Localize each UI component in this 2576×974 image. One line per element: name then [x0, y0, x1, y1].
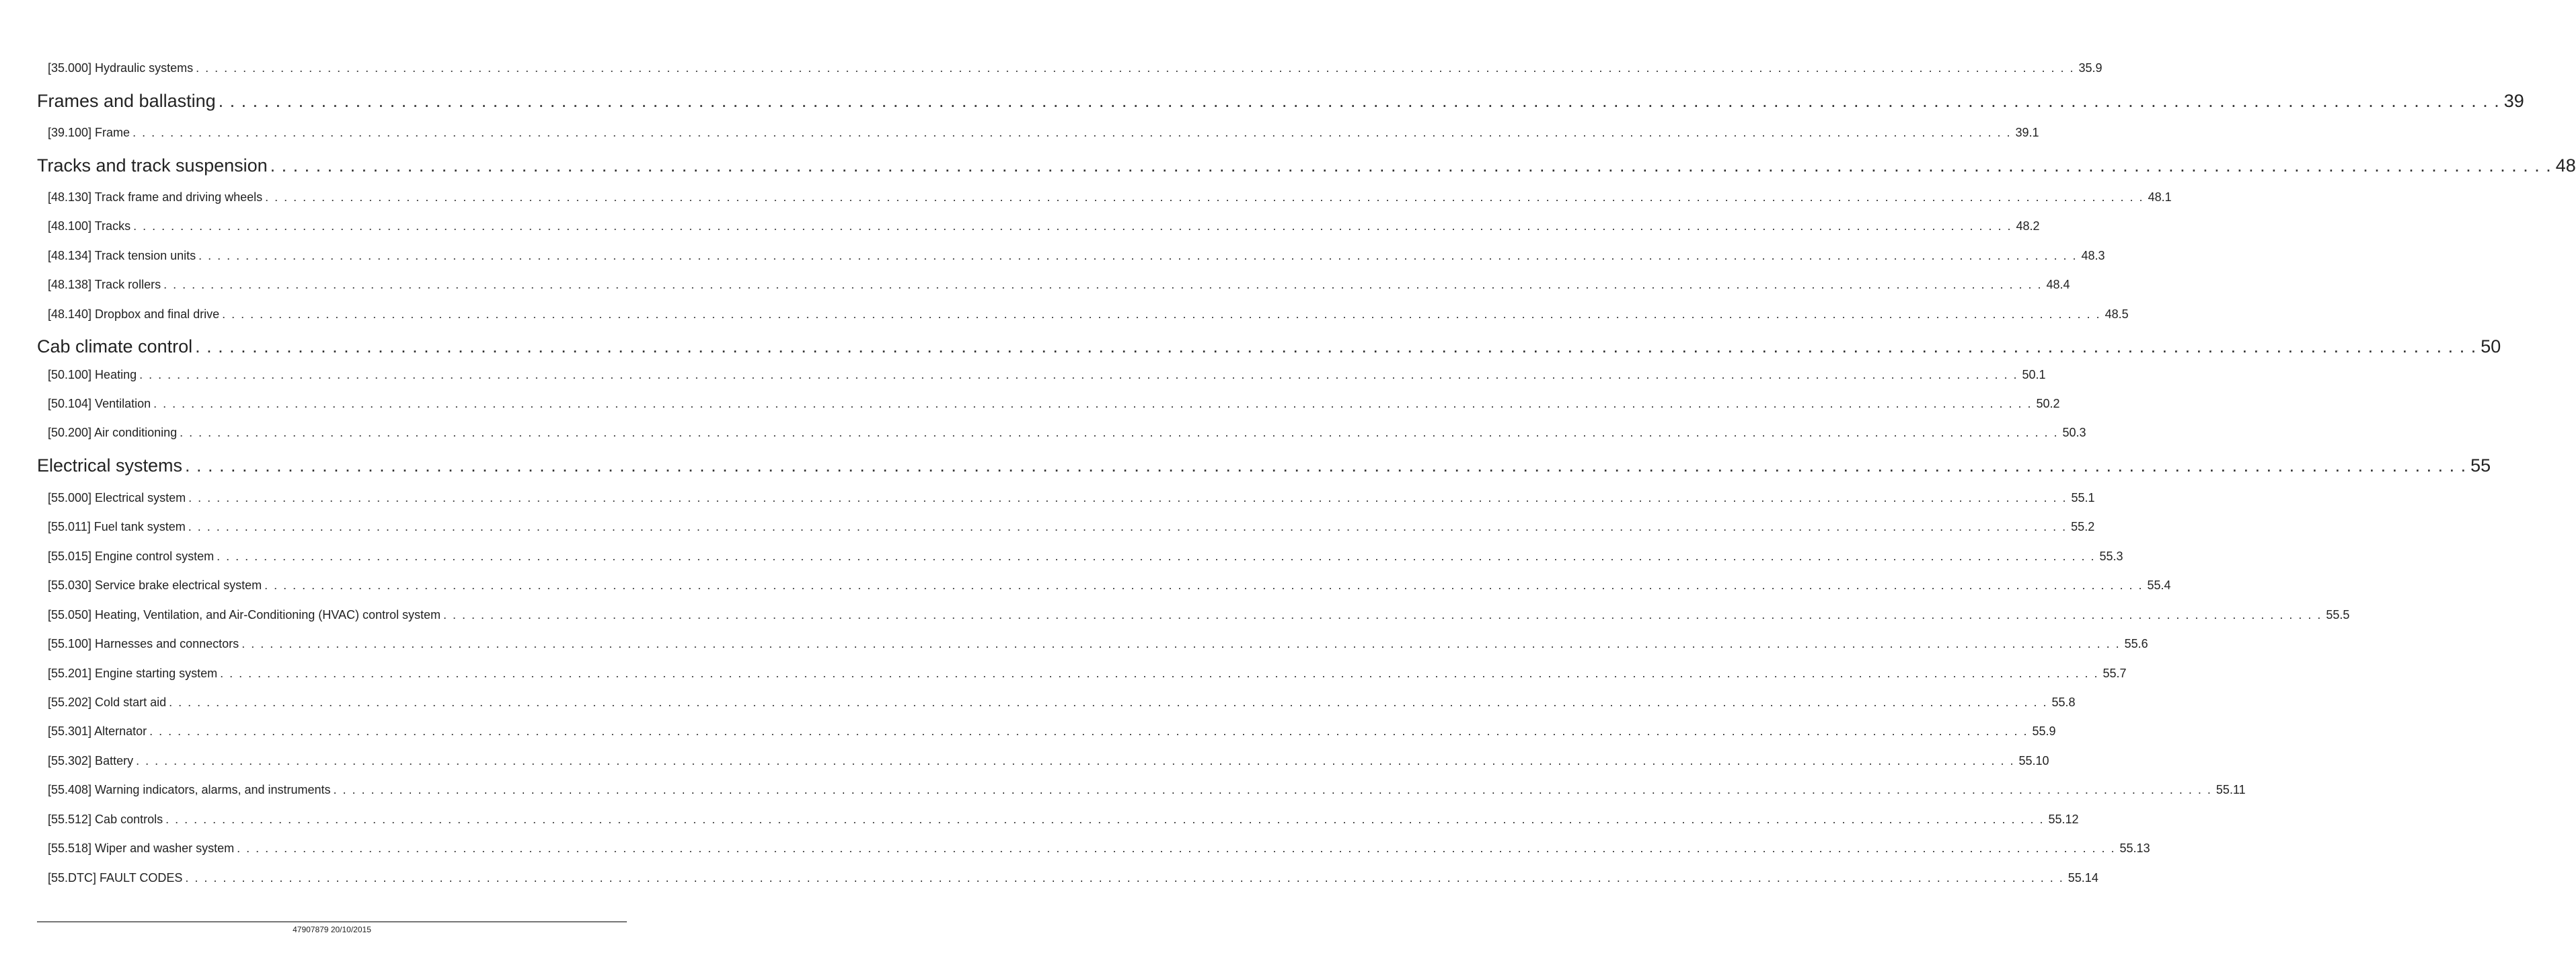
toc-entry-title: [48.100] Tracks — [48, 219, 131, 233]
dot-leader: . . . . . . . . . . . . . . . . . . . . . . . . . . . . . . . . . . . . . . . . . . . . . . . . . . . . . . . . . . . . . . . . . . . . . . . . . . . . . . . . . . . . . . . . . . . . . . . . . . . . . . . . . . . . . . . . . . . . . . . . . . . . . . . . . . . . . . . . . . . . . . . . . . . . . . . . . . . . . . . . . . . . . . . . . . . . . . . . . . . . . . . . . . . . . . . . . . . . . . . . — [217, 550, 2096, 563]
toc-section-entry[interactable] — [48, 548, 2123, 565]
toc-entry-page-number: 55.7 — [2103, 667, 2127, 680]
dot-leader: . . . . . . . . . . . . . . . . . . . . . . . . . . . . . . . . . . . . . . . . . . . . . . . . . . . . . . . . . . . . . . . . . . . . . . . . . . . . . . . . . . . . . . . . . . . . . . . . . . . . . . . . . . . . . . . . . . . . . . . . . . . . . . . . . . . . . . . . . . . . . . . . . . . . . . . . . . . . . . . . . . . . . . . . . . . . . . . . . . . . . . . . . . . . . . . . . . . . . . . . — [270, 155, 2552, 176]
toc-entry-title: [55.201] Engine starting system — [48, 667, 218, 680]
toc-entry-title: [48.134] Track tension units — [48, 249, 196, 262]
toc-section-entry[interactable] — [48, 366, 2046, 383]
toc-entry-page-number: 39.1 — [2015, 126, 2039, 139]
toc-entry-page-number: 55.12 — [2048, 813, 2079, 826]
toc-section-entry[interactable] — [48, 635, 2148, 652]
toc-entry-title: [55.100] Harnesses and connectors — [48, 637, 239, 650]
toc-entry-page-number: 50 — [2480, 336, 2501, 357]
toc-entry-page-number: 55.5 — [2326, 608, 2350, 622]
toc-section-entry[interactable] — [48, 276, 2070, 293]
toc-entry-title: [55.DTC] FAULT CODES — [48, 871, 183, 885]
toc-entry-page-number: 50.3 — [2062, 426, 2086, 439]
dot-leader: . . . . . . . . . . . . . . . . . . . . . . . . . . . . . . . . . . . . . . . . . . . . . . . . . . . . . . . . . . . . . . . . . . . . . . . . . . . . . . . . . . . . . . . . . . . . . . . . . . . . . . . . . . . . . . . . . . . . . . . . . . . . . . . . . . . . . . . . . . . . . . . . . . . . . . . . . . . . . . . . . . . . . . . . . . . . . . . . . . . . . . . . . . . . . . . . . . . . . . . . — [198, 249, 2078, 262]
toc-section-entry[interactable] — [48, 839, 2150, 857]
dot-leader: . . . . . . . . . . . . . . . . . . . . . . . . . . . . . . . . . . . . . . . . . . . . . . . . . . . . . . . . . . . . . . . . . . . . . . . . . . . . . . . . . . . . . . . . . . . . . . . . . . . . . . . . . . . . . . . . . . . . . . . . . . . . . . . . . . . . . . . . . . . . . . . . . . . . . . . . . . . . . . . . . . . . . . . . . . . . . . . . . . . . . . . . . . . . . . . . . . . . . . . . — [185, 871, 2064, 885]
dot-leader: . . . . . . . . . . . . . . . . . . . . . . . . . . . . . . . . . . . . . . . . . . . . . . . . . . . . . . . . . . . . . . . . . . . . . . . . . . . . . . . . . . . . . . . . . . . . . . . . . . . . . . . . . . . . . . . . . . . . . . . . . . . . . . . . . . . . . . . . . . . . . . . . . . . . . . . . . . . . . . . . . . . . . . . . . . . . . . . . . . . . . . . . . . . . . . . . . . . . . . . . — [195, 336, 2477, 357]
toc-entry-page-number: 55.6 — [2124, 637, 2148, 650]
dot-leader: . . . . . . . . . . . . . . . . . . . . . . . . . . . . . . . . . . . . . . . . . . . . . . . . . . . . . . . . . . . . . . . . . . . . . . . . . . . . . . . . . . . . . . . . . . . . . . . . . . . . . . . . . . . . . . . . . . . . . . . . . . . . . . . . . . . . . . . . . . . . . . . . . . . . . . . . . . . . . . . . . . . . . . . . . . . . . . . . . . . . . . . . . . . . . . . . . . . . . . . . — [220, 667, 2099, 680]
toc-entry-title: [48.140] Dropbox and final drive — [48, 307, 220, 321]
dot-leader: . . . . . . . . . . . . . . . . . . . . . . . . . . . . . . . . . . . . . . . . . . . . . . . . . . . . . . . . . . . . . . . . . . . . . . . . . . . . . . . . . . . . . . . . . . . . . . . . . . . . . . . . . . . . . . . . . . . . . . . . . . . . . . . . . . . . . . . . . . . . . . . . . . . . . . . . . . . . . . . . . . . . . . . . . . . . . . . . . . . . . . . . . . . . . . . . . . . . . . . . — [153, 397, 2033, 410]
toc-entry-title: [55.015] Engine control system — [48, 550, 215, 563]
dot-leader: . . . . . . . . . . . . . . . . . . . . . . . . . . . . . . . . . . . . . . . . . . . . . . . . . . . . . . . . . . . . . . . . . . . . . . . . . . . . . . . . . . . . . . . . . . . . . . . . . . . . . . . . . . . . . . . . . . . . . . . . . . . . . . . . . . . . . . . . . . . . . . . . . . . . . . . . . . . . . . . . . . . . . . . . . . . . . . . . . . . . . . . . . . . . . . . . . . . . . . . . — [165, 813, 2045, 826]
dot-leader: . . . . . . . . . . . . . . . . . . . . . . . . . . . . . . . . . . . . . . . . . . . . . . . . . . . . . . . . . . . . . . . . . . . . . . . . . . . . . . . . . . . . . . . . . . . . . . . . . . . . . . . . . . . . . . . . . . . . . . . . . . . . . . . . . . . . . . . . . . . . . . . . . . . . . . . . . . . . . . . . . . . . . . . . . . . . . . . . . . . . . . . . . . . . . . . . . . . . . . . . — [132, 126, 2012, 139]
dot-leader: . . . . . . . . . . . . . . . . . . . . . . . . . . . . . . . . . . . . . . . . . . . . . . . . . . . . . . . . . . . . . . . . . . . . . . . . . . . . . . . . . . . . . . . . . . . . . . . . . . . . . . . . . . . . . . . . . . . . . . . . . . . . . . . . . . . . . . . . . . . . . . . . . . . . . . . . . . . . . . . . . . . . . . . . . . . . . . . . . . . . . . . . . . . . . . . . . . . . . . . . — [139, 368, 2018, 381]
toc-section-entry[interactable] — [48, 305, 2129, 323]
toc-entry-page-number: 48.3 — [2081, 249, 2105, 262]
toc-entry-page-number: 48.1 — [2148, 190, 2172, 204]
toc-section-entry[interactable] — [48, 518, 2095, 535]
toc-section-entry[interactable] — [48, 217, 2040, 235]
toc-entry-title: Frames and ballasting — [37, 91, 216, 111]
toc-chapter-entry[interactable] — [37, 88, 2524, 114]
toc-section-entry[interactable] — [48, 124, 2039, 141]
toc-entry-title: [55.202] Cold start aid — [48, 696, 167, 709]
dot-leader: . . . . . . . . . . . . . . . . . . . . . . . . . . . . . . . . . . . . . . . . . . . . . . . . . . . . . . . . . . . . . . . . . . . . . . . . . . . . . . . . . . . . . . . . . . . . . . . . . . . . . . . . . . . . . . . . . . . . . . . . . . . . . . . . . . . . . . . . . . . . . . . . . . . . . . . . . . . . . . . . . . . . . . . . . . . . . . . . . . . . . . . . . . . . . . . . . . . . . . . . — [196, 61, 2075, 75]
toc-section-entry[interactable] — [48, 576, 2171, 594]
dot-leader: . . . . . . . . . . . . . . . . . . . . . . . . . . . . . . . . . . . . . . . . . . . . . . . . . . . . . . . . . . . . . . . . . . . . . . . . . . . . . . . . . . . . . . . . . . . . . . . . . . . . . . . . . . . . . . . . . . . . . . . . . . . . . . . . . . . . . . . . . . . . . . . . . . . . . . . . . . . . . . . . . . . . . . . . . . . . . . . . . . . . . . . . . . . . . . . . . . . . . . . . — [333, 783, 2212, 796]
toc-entry-title: [55.518] Wiper and washer system — [48, 841, 235, 855]
toc-chapter-entry[interactable] — [37, 153, 2576, 178]
toc-section-entry[interactable] — [48, 694, 2076, 711]
dot-leader: . . . . . . . . . . . . . . . . . . . . . . . . . . . . . . . . . . . . . . . . . . . . . . . . . . . . . . . . . . . . . . . . . . . . . . . . . . . . . . . . . . . . . . . . . . . . . . . . . . . . . . . . . . . . . . . . . . . . . . . . . . . . . . . . . . . . . . . . . . . . . . . . . . . . . . . . . . . . . . . . . . . . . . . . . . . . . . . . . . . . . . . . . . . . . . . . . . . . . . . . — [218, 91, 2500, 111]
dot-leader: . . . . . . . . . . . . . . . . . . . . . . . . . . . . . . . . . . . . . . . . . . . . . . . . . . . . . . . . . . . . . . . . . . . . . . . . . . . . . . . . . . . . . . . . . . . . . . . . . . . . . . . . . . . . . . . . . . . . . . . . . . . . . . . . . . . . . . . . . . . . . . . . . . . . . . . . . . . . . . . . . . . . . . . . . . . . . . . . . . . . . . . . . . . . . . . . . . . . . . . . — [163, 278, 2043, 291]
dot-leader: . . . . . . . . . . . . . . . . . . . . . . . . . . . . . . . . . . . . . . . . . . . . . . . . . . . . . . . . . . . . . . . . . . . . . . . . . . . . . . . . . . . . . . . . . . . . . . . . . . . . . . . . . . . . . . . . . . . . . . . . . . . . . . . . . . . . . . . . . . . . . . . . . . . . . . . . . . . . . . . . . . . . . . . . . . . . . . . . . . . . . . . . . . . . . . . . . . . . . . . . — [241, 637, 2121, 650]
footer-doc-id-date: 47907879 20/10/2015 — [293, 925, 371, 934]
toc-entry-title: [50.104] Ventilation — [48, 397, 151, 410]
toc-section-entry[interactable] — [48, 722, 2056, 740]
toc-section-entry[interactable] — [48, 424, 2086, 441]
toc-entry-page-number: 48.5 — [2105, 307, 2129, 321]
toc-section-entry[interactable] — [48, 752, 2049, 770]
toc-chapter-entry[interactable] — [37, 453, 2491, 478]
toc-entry-page-number: 55.3 — [2099, 550, 2123, 563]
toc-entry-page-number: 55.10 — [2018, 754, 2049, 767]
toc-entry-page-number: 48.4 — [2046, 278, 2070, 291]
toc-section-entry[interactable] — [48, 188, 2172, 206]
toc-entry-page-number: 55.11 — [2215, 783, 2246, 796]
dot-leader: . . . . . . . . . . . . . . . . . . . . . . . . . . . . . . . . . . . . . . . . . . . . . . . . . . . . . . . . . . . . . . . . . . . . . . . . . . . . . . . . . . . . . . . . . . . . . . . . . . . . . . . . . . . . . . . . . . . . . . . . . . . . . . . . . . . . . . . . . . . . . . . . . . . . . . . . . . . . . . . . . . . . . . . . . . . . . . . . . . . . . . . . . . . . . . . . . . . . . . . . — [237, 841, 2116, 855]
dot-leader: . . . . . . . . . . . . . . . . . . . . . . . . . . . . . . . . . . . . . . . . . . . . . . . . . . . . . . . . . . . . . . . . . . . . . . . . . . . . . . . . . . . . . . . . . . . . . . . . . . . . . . . . . . . . . . . . . . . . . . . . . . . . . . . . . . . . . . . . . . . . . . . . . . . . . . . . . . . . . . . . . . . . . . . . . . . . . . . . . . . . . . . . . . . . . . . . . . . . . . . . — [188, 520, 2068, 533]
toc-section-entry[interactable] — [48, 811, 2079, 828]
toc-entry-page-number: 48.2 — [2016, 219, 2040, 233]
toc-entry-page-number: 55.13 — [2119, 841, 2150, 855]
toc-entry-page-number: 55.8 — [2051, 696, 2076, 709]
toc-entry-title: [55.000] Electrical system — [48, 491, 186, 504]
toc-entry-title: Cab climate control — [37, 336, 193, 357]
toc-section-entry[interactable] — [48, 665, 2127, 682]
toc-entry-title: [48.130] Track frame and driving wheels — [48, 190, 263, 204]
dot-leader: . . . . . . . . . . . . . . . . . . . . . . . . . . . . . . . . . . . . . . . . . . . . . . . . . . . . . . . . . . . . . . . . . . . . . . . . . . . . . . . . . . . . . . . . . . . . . . . . . . . . . . . . . . . . . . . . . . . . . . . . . . . . . . . . . . . . . . . . . . . . . . . . . . . . . . . . . . . . . . . . . . . . . . . . . . . . . . . . . . . . . . . . . . . . . . . . . . . . . . . . — [222, 307, 2101, 321]
toc-entry-title: [55.302] Battery — [48, 754, 134, 767]
dot-leader: . . . . . . . . . . . . . . . . . . . . . . . . . . . . . . . . . . . . . . . . . . . . . . . . . . . . . . . . . . . . . . . . . . . . . . . . . . . . . . . . . . . . . . . . . . . . . . . . . . . . . . . . . . . . . . . . . . . . . . . . . . . . . . . . . . . . . . . . . . . . . . . . . . . . . . . . . . . . . . . . . . . . . . . . . . . . . . . . . . . . . . . . . . . . . . . . . . . . . . . . — [265, 190, 2144, 204]
dot-leader: . . . . . . . . . . . . . . . . . . . . . . . . . . . . . . . . . . . . . . . . . . . . . . . . . . . . . . . . . . . . . . . . . . . . . . . . . . . . . . . . . . . . . . . . . . . . . . . . . . . . . . . . . . . . . . . . . . . . . . . . . . . . . . . . . . . . . . . . . . . . . . . . . . . . . . . . . . . . . . . . . . . . . . . . . . . . . . . . . . . . . . . . . . . . . . . . . . . . . . . . — [264, 578, 2144, 592]
toc-entry-page-number: 55.4 — [2147, 578, 2171, 592]
toc-entry-title: [48.138] Track rollers — [48, 278, 161, 291]
toc-entry-title: [39.100] Frame — [48, 126, 130, 139]
toc-entry-title: [55.408] Warning indicators, alarms, and instruments — [48, 783, 331, 796]
dot-leader: . . . . . . . . . . . . . . . . . . . . . . . . . . . . . . . . . . . . . . . . . . . . . . . . . . . . . . . . . . . . . . . . . . . . . . . . . . . . . . . . . . . . . . . . . . . . . . . . . . . . . . . . . . . . . . . . . . . . . . . . . . . . . . . . . . . . . . . . . . . . . . . . . . . . . . . . . . . . . . . . . . . . . . . . . . . . . . . . . . . . . . . . . . . . . . . . . . . . . . . . — [149, 724, 2029, 738]
dot-leader: . . . . . . . . . . . . . . . . . . . . . . . . . . . . . . . . . . . . . . . . . . . . . . . . . . . . . . . . . . . . . . . . . . . . . . . . . . . . . . . . . . . . . . . . . . . . . . . . . . . . . . . . . . . . . . . . . . . . . . . . . . . . . . . . . . . . . . . . . . . . . . . . . . . . . . . . . . . . . . . . . . . . . . . . . . . . . . . . . . . . . . . . . . . . . . . . . . . . . . . . — [180, 426, 2059, 439]
toc-entry-page-number: 48 — [2555, 155, 2576, 176]
dot-leader: . . . . . . . . . . . . . . . . . . . . . . . . . . . . . . . . . . . . . . . . . . . . . . . . . . . . . . . . . . . . . . . . . . . . . . . . . . . . . . . . . . . . . . . . . . . . . . . . . . . . . . . . . . . . . . . . . . . . . . . . . . . . . . . . . . . . . . . . . . . . . . . . . . . . . . . . . . . . . . . . . . . . . . . . . . . . . . . . . . . . . . . . . . . . . . . . . . . . . . . . — [169, 696, 2048, 709]
toc-section-entry[interactable] — [48, 781, 2246, 798]
dot-leader: . . . . . . . . . . . . . . . . . . . . . . . . . . . . . . . . . . . . . . . . . . . . . . . . . . . . . . . . . . . . . . . . . . . . . . . . . . . . . . . . . . . . . . . . . . . . . . . . . . . . . . . . . . . . . . . . . . . . . . . . . . . . . . . . . . . . . . . . . . . . . . . . . . . . . . . . . . . . . . . . . . . . . . . . . . . . . . . . . . . . . . . . . . . . . . . . . . . . . . . . — [443, 608, 2322, 622]
toc-section-entry[interactable] — [48, 606, 2350, 624]
toc-entry-page-number: 55.14 — [2068, 871, 2098, 885]
toc-entry-title: [55.050] Heating, Ventilation, and Air-Conditioning (HVAC) control system — [48, 608, 441, 622]
toc-entry-title: [50.200] Air conditioning — [48, 426, 178, 439]
toc-section-entry[interactable] — [48, 489, 2095, 507]
toc-entry-title: [55.011] Fuel tank system — [48, 520, 186, 533]
dot-leader: . . . . . . . . . . . . . . . . . . . . . . . . . . . . . . . . . . . . . . . . . . . . . . . . . . . . . . . . . . . . . . . . . . . . . . . . . . . . . . . . . . . . . . . . . . . . . . . . . . . . . . . . . . . . . . . . . . . . . . . . . . . . . . . . . . . . . . . . . . . . . . . . . . . . . . . . . . . . . . . . . . . . . . . . . . . . . . . . . . . . . . . . . . . . . . . . . . . . . . . . — [136, 754, 2015, 767]
toc-entry-title: [35.000] Hydraulic systems — [48, 61, 194, 75]
toc-entry-title: [55.301] Alternator — [48, 724, 147, 738]
toc-section-entry[interactable] — [48, 869, 2098, 887]
toc-entry-page-number: 55.2 — [2071, 520, 2095, 533]
toc-entry-page-number: 55 — [2470, 455, 2491, 476]
dot-leader: . . . . . . . . . . . . . . . . . . . . . . . . . . . . . . . . . . . . . . . . . . . . . . . . . . . . . . . . . . . . . . . . . . . . . . . . . . . . . . . . . . . . . . . . . . . . . . . . . . . . . . . . . . . . . . . . . . . . . . . . . . . . . . . . . . . . . . . . . . . . . . . . . . . . . . . . . . . . . . . . . . . . . . . . . . . . . . . . . . . . . . . . . . . . . . . . . . . . . . . . — [133, 219, 2012, 233]
toc-entry-page-number: 39 — [2503, 91, 2524, 111]
toc-entry-page-number: 50.1 — [2022, 368, 2046, 381]
toc-entry-page-number: 55.1 — [2071, 491, 2095, 504]
dot-leader: . . . . . . . . . . . . . . . . . . . . . . . . . . . . . . . . . . . . . . . . . . . . . . . . . . . . . . . . . . . . . . . . . . . . . . . . . . . . . . . . . . . . . . . . . . . . . . . . . . . . . . . . . . . . . . . . . . . . . . . . . . . . . . . . . . . . . . . . . . . . . . . . . . . . . . . . . . . . . . . . . . . . . . . . . . . . . . . . . . . . . . . . . . . . . . . . . . . . . . . . — [185, 455, 2467, 476]
toc-section-entry[interactable] — [48, 247, 2105, 264]
dot-leader: . . . . . . . . . . . . . . . . . . . . . . . . . . . . . . . . . . . . . . . . . . . . . . . . . . . . . . . . . . . . . . . . . . . . . . . . . . . . . . . . . . . . . . . . . . . . . . . . . . . . . . . . . . . . . . . . . . . . . . . . . . . . . . . . . . . . . . . . . . . . . . . . . . . . . . . . . . . . . . . . . . . . . . . . . . . . . . . . . . . . . . . . . . . . . . . . . . . . . . . . — [188, 491, 2068, 504]
toc-section-entry[interactable] — [48, 395, 2060, 412]
toc-entry-page-number: 55.9 — [2032, 724, 2056, 738]
toc-chapter-entry[interactable] — [37, 334, 2501, 359]
toc-entry-title: Electrical systems — [37, 455, 183, 476]
toc-entry-page-number: 35.9 — [2078, 61, 2103, 75]
toc-entry-title: Tracks and track suspension — [37, 155, 268, 176]
toc-entry-title: [55.512] Cab controls — [48, 813, 163, 826]
toc-entry-title: [50.100] Heating — [48, 368, 137, 381]
toc-entry-page-number: 50.2 — [2036, 397, 2060, 410]
toc-section-entry[interactable] — [48, 59, 2103, 77]
toc-entry-title: [55.030] Service brake electrical system — [48, 578, 262, 592]
